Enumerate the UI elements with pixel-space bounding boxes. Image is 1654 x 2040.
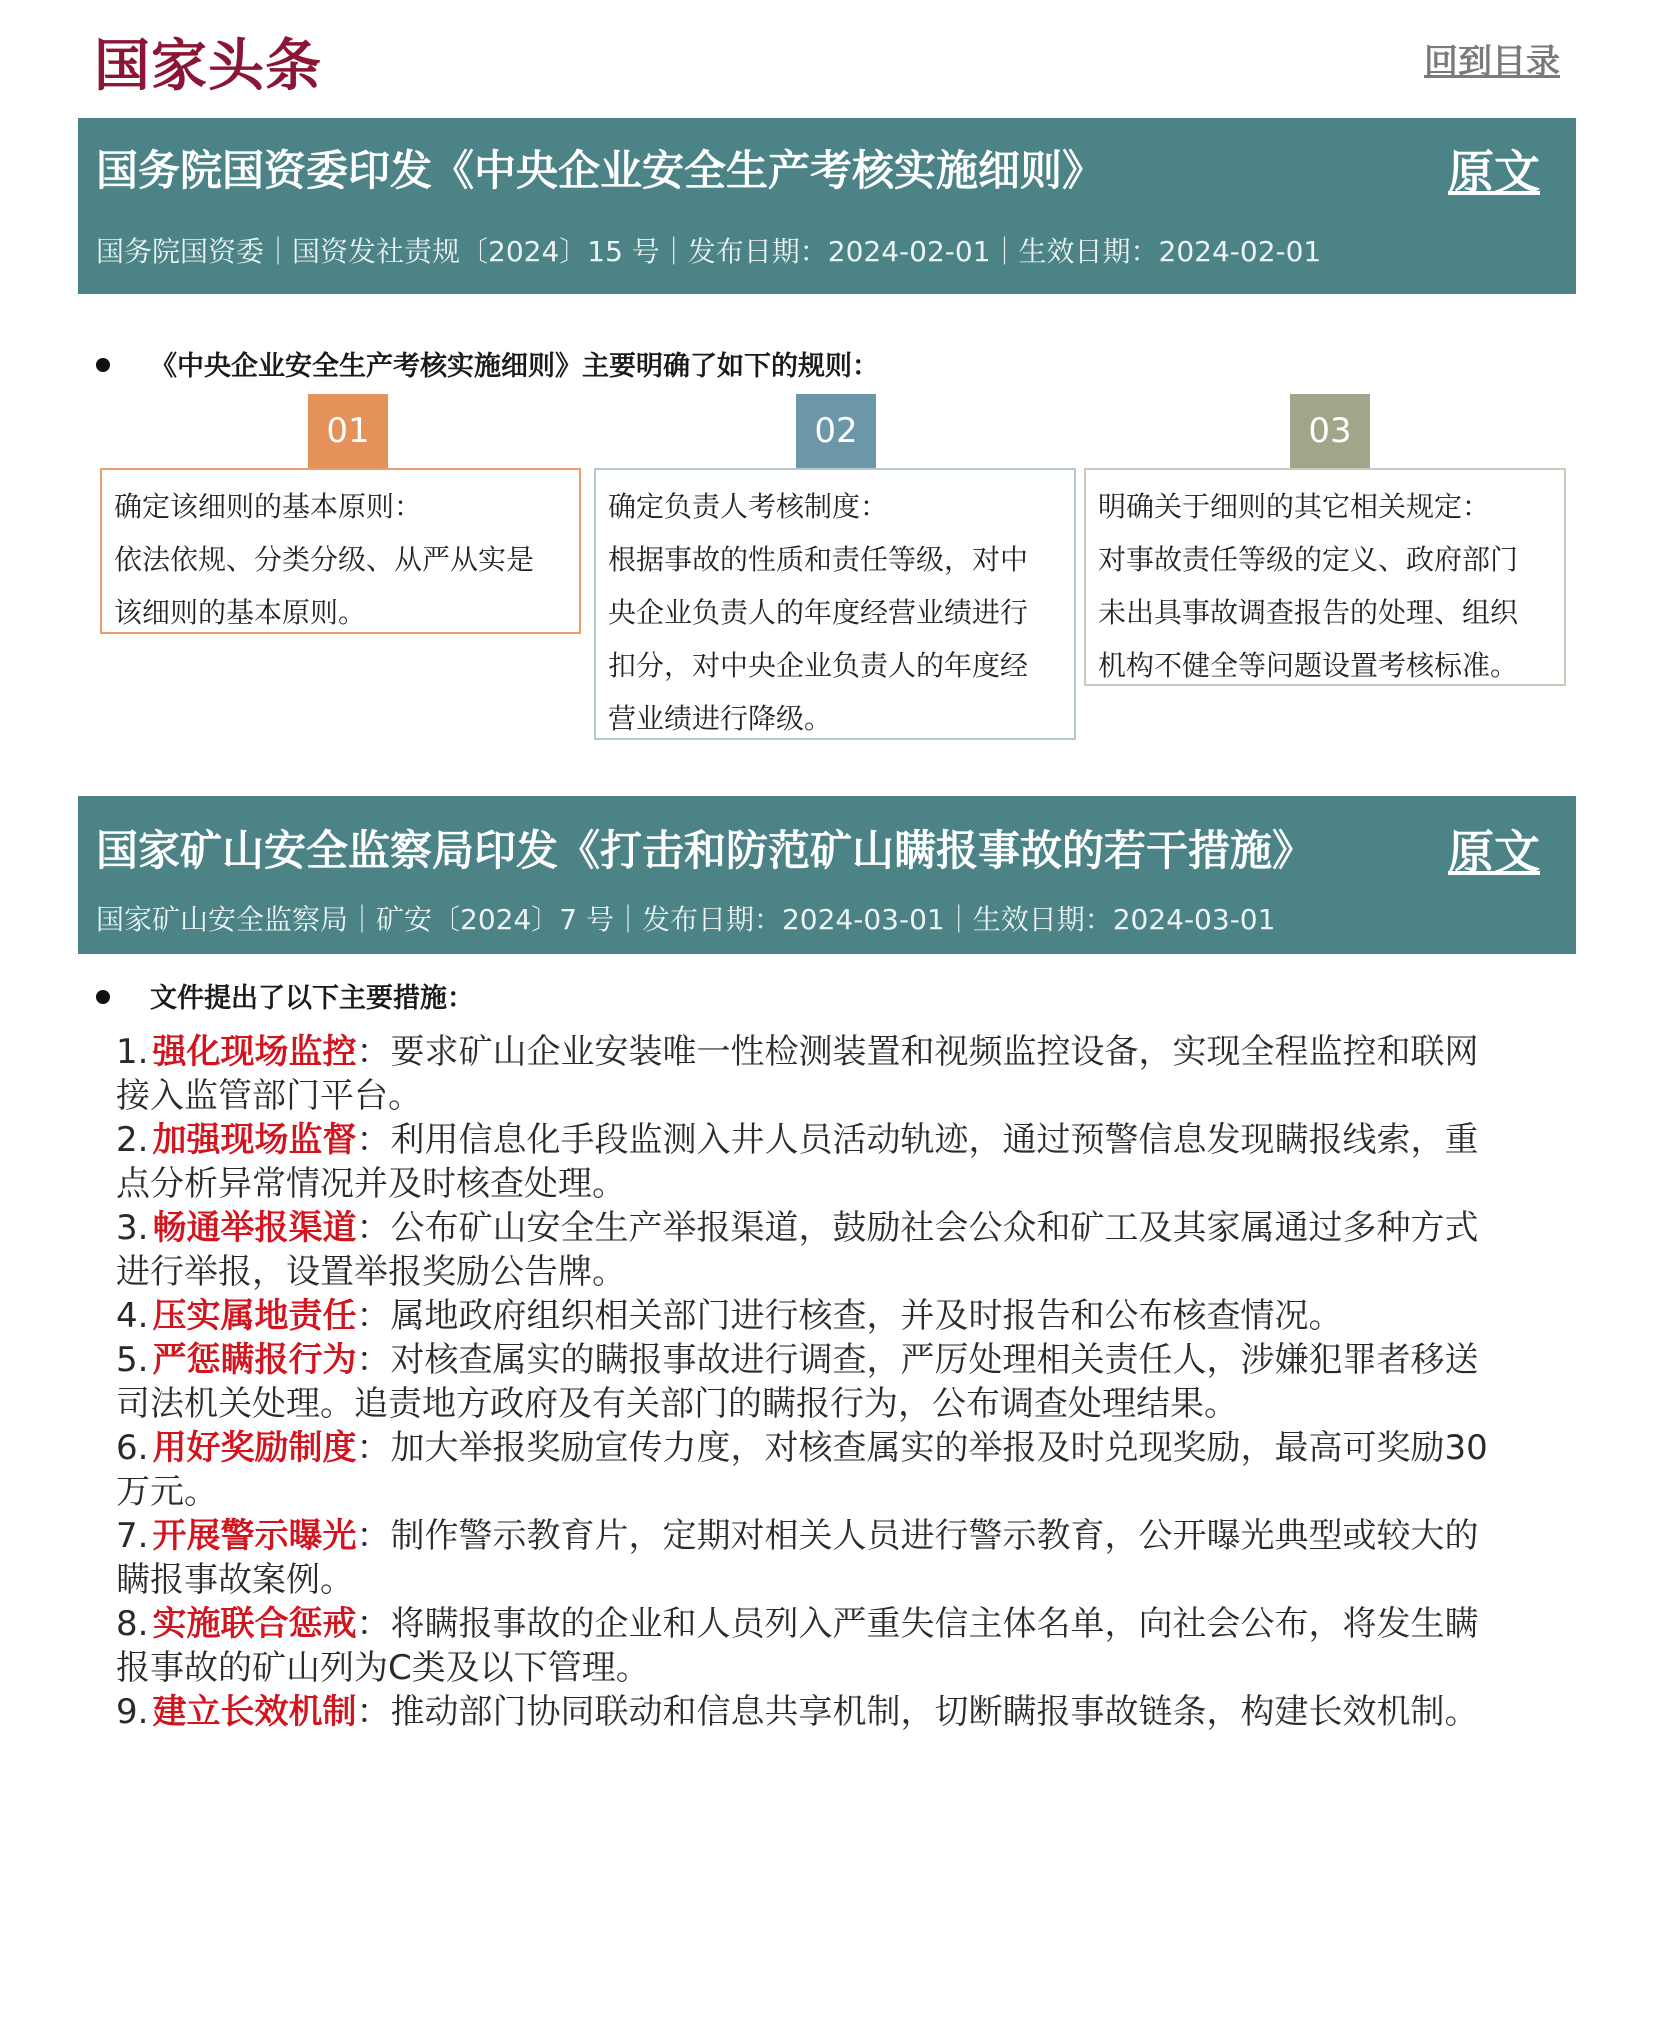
card-number-badge-2: 02	[796, 394, 876, 468]
card-line: 依法依规、分类分级、从严从实是	[114, 543, 535, 576]
card-line: 扣分，对中央企业负责人的年度经	[608, 649, 1029, 682]
measure-text: ：属地政府组织相关部门进行核查，并及时报告和公布核查情况。	[356, 1296, 1343, 1336]
measure-number: 5.	[116, 1340, 149, 1380]
measure-number: 4.	[116, 1296, 149, 1336]
measure-item	[116, 1294, 1496, 1338]
measure-number: 2.	[116, 1120, 149, 1160]
bullet-icon	[96, 358, 110, 372]
card-number-badge-3: 03	[1290, 394, 1370, 468]
card-line: 明确关于细则的其它相关规定：	[1098, 490, 1491, 523]
rule-card-2	[594, 468, 1076, 740]
bullet-icon	[96, 990, 110, 1004]
news-intro-text-1: 《中央企业安全生产考核实施细则》主要明确了如下的规则：	[150, 351, 879, 382]
measure-item	[116, 1690, 1496, 1734]
measure-heading: 开展警示曝光	[152, 1516, 357, 1556]
rule-card-1	[100, 468, 581, 634]
measure-number: 1.	[116, 1032, 149, 1072]
news-meta-1: 国务院国资委｜国资发社责规〔2024〕15 号｜发布日期：2024-02-01｜生效日期：2024-02-01	[96, 235, 1322, 268]
measure-heading: 加强现场监督	[152, 1120, 357, 1160]
card-line: 机构不健全等问题设置考核标准。	[1098, 649, 1519, 682]
news-banner-1	[78, 118, 1576, 294]
rule-card-3	[1084, 468, 1566, 686]
news-intro-2	[96, 976, 474, 1015]
card-line: 确定该细则的基本原则：	[114, 490, 423, 523]
news-title-1: 国务院国资委印发《中央企业安全生产考核实施细则》	[96, 146, 1105, 195]
card-line: 营业绩进行降级。	[608, 702, 833, 735]
measure-heading: 用好奖励制度	[152, 1428, 357, 1468]
news-banner-2	[78, 796, 1576, 954]
news-intro-text-2: 文件提出了以下主要措施：	[150, 983, 474, 1014]
measure-text: ：利用信息化手段监测入井人员活动轨迹，通过预警信息发现瞒报线索，重点分析异常情况并及时核查处理。	[116, 1120, 1479, 1204]
news-meta-2: 国家矿山安全监察局｜矿安〔2024〕7 号｜发布日期：2024-03-01｜生效日期：2024-03-01	[96, 903, 1276, 936]
measure-heading: 压实属地责任	[152, 1296, 357, 1336]
measure-text: ：加大举报奖励宣传力度，对核查属实的举报及时兑现奖励，最高可奖励30万元。	[116, 1428, 1488, 1512]
measures-list	[116, 1030, 1496, 1734]
card-line: 央企业负责人的年度经营业绩进行	[608, 596, 1029, 629]
card-line: 根据事故的性质和责任等级，对中	[608, 543, 1029, 576]
measure-number: 3.	[116, 1208, 149, 1248]
measure-text: ：对核查属实的瞒报事故进行调查，严厉处理相关责任人，涉嫌犯罪者移送司法机关处理。追责地方政府及有关部门的瞒报行为，公布调查处理结果。	[116, 1340, 1479, 1424]
measure-item	[116, 1514, 1496, 1602]
measure-number: 6.	[116, 1428, 149, 1468]
measure-item	[116, 1206, 1496, 1294]
measure-number: 7.	[116, 1516, 149, 1556]
measure-text: ：制作警示教育片，定期对相关人员进行警示教育，公开曝光典型或较大的瞒报事故案例。	[116, 1516, 1479, 1600]
card-number-badge-1: 01	[308, 394, 388, 468]
measure-item	[116, 1030, 1496, 1118]
measure-item	[116, 1426, 1496, 1514]
card-line: 未出具事故调查报告的处理、组织	[1098, 596, 1519, 629]
measure-heading: 建立长效机制	[152, 1692, 357, 1732]
measure-heading: 强化现场监控	[152, 1032, 357, 1072]
measure-number: 8.	[116, 1604, 149, 1644]
original-text-link-2[interactable]: 原文	[1448, 825, 1540, 879]
card-line: 该细则的基本原则。	[114, 596, 367, 629]
news-intro-1	[96, 344, 879, 383]
page-title: 国家头条	[94, 34, 322, 99]
measure-heading: 畅通举报渠道	[152, 1208, 357, 1248]
original-text-link-1[interactable]: 原文	[1448, 145, 1540, 199]
measure-text: ：推动部门协同联动和信息共享机制，切断瞒报事故链条，构建长效机制。	[356, 1692, 1479, 1732]
back-to-contents-link[interactable]: 回到目录	[1424, 42, 1560, 82]
measure-number: 9.	[116, 1692, 149, 1732]
card-line: 确定负责人考核制度：	[608, 490, 889, 523]
measure-text: ：公布矿山安全生产举报渠道，鼓励社会公众和矿工及其家属通过多种方式进行举报，设置举报奖励公告牌。	[116, 1208, 1479, 1292]
measure-item	[116, 1602, 1496, 1690]
measure-item	[116, 1118, 1496, 1206]
card-line: 对事故责任等级的定义、政府部门	[1098, 543, 1519, 576]
measure-item	[116, 1338, 1496, 1426]
measure-heading: 严惩瞒报行为	[152, 1340, 357, 1380]
measure-text: ：将瞒报事故的企业和人员列入严重失信主体名单，向社会公布，将发生瞒报事故的矿山列为C类及以下管理。	[116, 1604, 1479, 1688]
measure-heading: 实施联合惩戒	[152, 1604, 357, 1644]
news-title-2: 国家矿山安全监察局印发《打击和防范矿山瞒报事故的若干措施》	[96, 826, 1315, 875]
measure-text: ：要求矿山企业安装唯一性检测装置和视频监控设备，实现全程监控和联网接入监管部门平台。	[116, 1032, 1479, 1116]
